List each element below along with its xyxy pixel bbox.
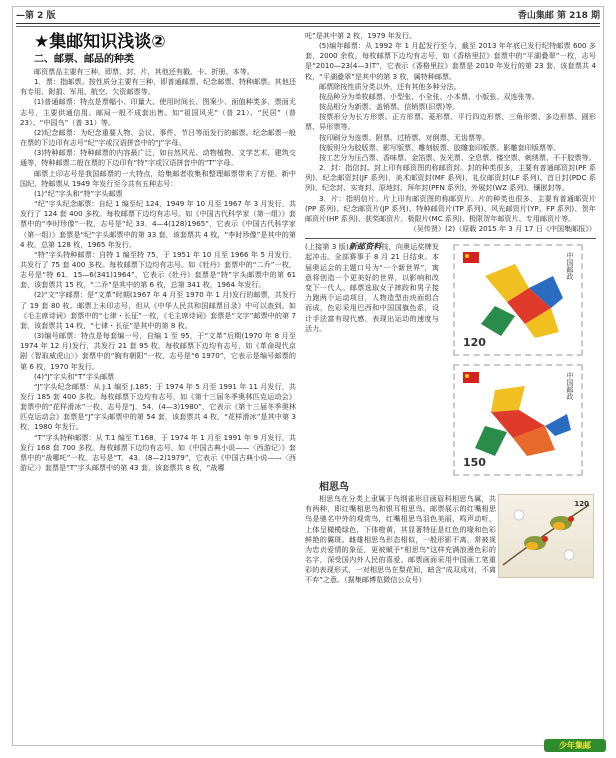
article-subtitle: 二、邮票、邮品的种类 (34, 54, 134, 65)
paragraph: 按票形分为长方形票、正方形票、菱形票、平行四边形票、三角形票、多边形票、圆形票、异形票等。 (305, 112, 596, 132)
article-title: ★集邮知识浅谈② (34, 32, 166, 52)
paragraph: 按版别分为胶版票、影写版票、雕刻版票、胶雕套印版票、影雕套印版票等。 (319, 142, 561, 152)
paragraph: “纪”字头纪念邮票：自纪 1 编至纪 124，1949 年 10 月至 1967 年 3 月发行，共发行了 124 套 400 多枚。每枚邮票下边均有志号。如《中国古代科学家（第一组）》套票中的“李时珍像”一枚，志号是“纪 33．4—4(128)1965”，它表示《中国古代科学家（第一组）》套票是“纪”字头邮票中的第 33 套，该套票共 4 枚，“李时珍像”是其中的第 4 枚，总第 128 枚，1965 年发行。 (20, 199, 296, 249)
stamp-value: 120 (574, 500, 589, 509)
header-rule (16, 23, 600, 24)
paragraph: (2)纪念邮票：为纪念重要人物、会议、事件、节日等而发行的邮票。纪念邮票一般在票的下边印有志号“纪”字或汉语拼音中的“J”字母。 (20, 127, 296, 148)
paragraph: “T”字头特种邮票：从 T.1 编至 T.168，于 1974 年 1 月至 1991 年 9 月发行，共发行 168 套 700 多枚。每枚邮票下边均有志号，如《中国古典小说——〈西游记〉》套票中的“战哪吒”一枚，志号是“T．43．(8—2)1979”，它表示《中国古典小说——〈西游记〉》套票是“T”字头邮票中的第 43 套，该套票共 8 枚，“战哪 (20, 432, 296, 473)
source-note: （吴传贤）(2)（原载 2015 年 3 月 17 日《中国集邮报》） (409, 223, 596, 233)
paragraph: (3)编号邮票：特点是每套编一号，自编 1 至 95，于“文革”后期(1970 年 8 月至 1974 年 12 月)发行，共发行 21 套 95 枚，每枚邮票下边均有志号，如《革命现代京剧〈智取威虎山〉》套票中的“胸有朝阳”一枚，志号是“6 1970”，它表示是编号邮票的第 6 枚，1970 年发行。 (20, 331, 296, 371)
right-column (305, 31, 596, 737)
olympic-stamps (445, 244, 595, 482)
paragraph: 按品相分为新票、盖销票、信销票(旧票)等。 (319, 102, 460, 112)
stamp-value: 120 (463, 335, 486, 349)
paragraph: (3)特种邮票：特种邮票的内容最广泛，如自然风光、动物植物、文学艺术、建筑交通等，特种邮票二般在票的下边印有“特”字或汉语拼音中的“T”字母。 (20, 148, 296, 168)
stamp-wrestling (453, 244, 583, 356)
paragraph: 邮票上印志号是我国邮票的一大特点，给集邮者收集和整理邮票带来了方便。新中国纪、特邮票从 1949 年发行至今共有五种志号： (20, 168, 296, 188)
header-left: —第 2 版 (16, 11, 56, 21)
stamp-birds (498, 494, 594, 578)
paragraph: “特”字头特种邮票：自特 1 编至特 75，于 1951 年 10 月至 1966 年 5 月发行，共发行了 75 套 400 多枚。每枚邮票下边均有志号。如《牡丹》套票中的“二乔”一枚，志号是“特 61．15—6(341)1964”，它表示《牡丹》套票是“特”字头邮票中的第 61 套，该套票共 15 枚，“二乔”是其中的第 6 枚，总第 341 枚，1964 年发行。 (20, 249, 296, 290)
news-body: 技，向奥运奖牌发起冲击。全部赛事于 8 月 21 日结束。本届奥运会的主题口号为“一个新世界”，寓意将创造一个更美好的世界，以影响和改变下一代人。邮票选取女子摔跤和男子接力跑两个运动项目，人物造型由块面组合而成，色彩采用巴西和中国国旗色系，设计手法富有现代感，表现出运动的速度与活力。 (305, 242, 440, 333)
paragraph: 按印刷分为连票、附票、过桥票、对倒票、无齿票等。 (319, 132, 490, 142)
stamp-country: 中国邮政 (566, 372, 574, 401)
left-column (20, 31, 296, 737)
paragraph: (4)“J”字头和“T”字头邮票 (34, 371, 115, 381)
stamp-value: 150 (463, 455, 486, 469)
paragraph: 邮票除按性质分类以外，还有其他多种分法。 (319, 81, 461, 91)
stamp-relay (453, 364, 583, 476)
paragraph: “J”字头纪念邮票：从 J.1 编至 J.185；于 1974 年 5 月至 1991 年 11 月发行，共发行 185 套 400 多枚。每枚邮票下边均有志号，如《第十三届冬季奥林匹克运动会》套票中的“花样滑冰”一枚，志号是“J．54．(4—3)1980”，它表示《第十三届冬季奥林匹克运动会》套票是“J”字头邮票中的第 54 套，该套票共 4 枚，“花样滑冰”是其中第 3 枚，1980 年发行。 (20, 381, 296, 432)
header-rule-thin (16, 26, 600, 27)
paragraph: (1)“纪”字头和“特”字头邮票 (34, 188, 123, 198)
paragraph: 按品种分为单枚邮票、小型张、小全张、小本票、小版张、双连张等。 (319, 91, 539, 101)
section-divider (305, 238, 596, 239)
xiangsiniao-title: 相思鸟 (319, 482, 349, 494)
news-title: 新邮资料 (348, 242, 382, 252)
paragraph: 吒”是其中第 2 枚，1979 年发行。 (305, 31, 417, 40)
news-text (305, 242, 439, 334)
logo: 少年集邮 (544, 739, 606, 752)
paragraph: (5)编年邮票：从 1992 年 1 月起发行至今，截至 2013 年年底已发行纪特邮票 600 多套，2000 余枚。每枚邮票下边均有志号，如《香格里拉》套票中的“平湖叠翠”一枚，志号是“2010—23(4—3)T”，它表示《香格里拉》套票是 2010 年发行的第 23 套，该套票共 4 枚，“平湖叠翠”是其中的第 3 枚，属特种邮票。 (305, 41, 596, 81)
header-right: 香山集邮 第 218 期 (517, 11, 600, 21)
paragraph: (1)普通邮票：特点是票幅小、印量大、使用时间长、图案少、面值种类多、票面无志号，主要供通信用。邮局一般不成套出售。如“祖国风光”（普 21）、“民居”（普 23）、“中国鸟”（普 31）等。 (20, 97, 296, 127)
xiangsiniao-section (305, 494, 596, 644)
paragraph: (2)“文”字邮票：是“文革”时期(1967 年 4 月至 1970 年 1 月)发行的邮票，共发行了 19 套 80 枚。邮票上未印志号，但从《中华人民共和国邮票目录》中可以查到。如《毛主席诗词》套票中的“七律・长征”一枚，《毛主席诗词》套票是“文字”邮票中的第 7 套，该套票共 14 枚，“七律・长征”是其中的第 8 枚。 (20, 290, 296, 330)
news-section (305, 242, 596, 482)
paragraph: 按工艺分为压凸票、香味票、金箔票、发光票、全息票、镂空票、刺绣票、不干胶票等。 (319, 152, 596, 162)
news-lead: (上接第 3 版) (305, 242, 349, 252)
paragraph: 2．封：指信封。封上印有邮资图的称邮资封。封的种类很多，主要有普通邮资封(PF 系列)、纪念邮资封(JF 系列)、美术邮资封(MF 系列)、礼仪邮资封(LF 系列)、首日封(PDC 系列)、纪念封、实寄封、原地封、拜年封(PFN 系列)、外展封(WZ 系列)、镶嵌封等。 (305, 163, 596, 193)
page-header (16, 8, 600, 22)
paragraph: 1．票：指邮票。按性质分主要有三种，即普通邮票、纪念邮票、特种邮票。其他还有专用、附捐、军用、航空、欠资邮票等。 (20, 77, 296, 97)
paragraph: 邮资票品主要有三种，即票、封、片，其他还有戳、卡、折册、本等。 (34, 67, 254, 76)
paragraph: 相思鸟在分类上隶属于鸟纲雀形目画眉科相思鸟属，共有两种，即红嘴相思鸟和银耳相思鸟。邮票展示的红嘴相思鸟是驰名中外的观赏鸟，红嘴相思鸟羽色美丽，鸣声动听，上体呈橄榄绿色，下体橙黄，其显著特征是红色的喙和色彩鲜艳的翼斑。雌雄相思鸟形态相似，一般形影不离，常被视为忠贞爱情的象征，更被赋予“相思鸟”这样充满浪漫色彩的名字，深受国内外人民的喜爱。邮票画面采用中国画工笔重彩的表现形式，一对相思鸟在梨花间，暗含“成双成对，不离不弃”之意。（据集邮博览微信公众号） (305, 494, 496, 585)
paragraph: 3．片：指明信片。片上印有邮资图的称邮资片。片的种类也很多，主要有普通邮资片(PP 系列)、纪念邮资片(JP 系列)、特种邮资片(TP 系列)、风光邮资片(YP、FP 系列)、贺年邮资片(HP 系列)、获奖邮资片、极限片(MC 系列)、极限贺年邮资片、专用邮资片等。 (305, 193, 596, 223)
stamp-country: 中国邮政 (566, 252, 574, 281)
